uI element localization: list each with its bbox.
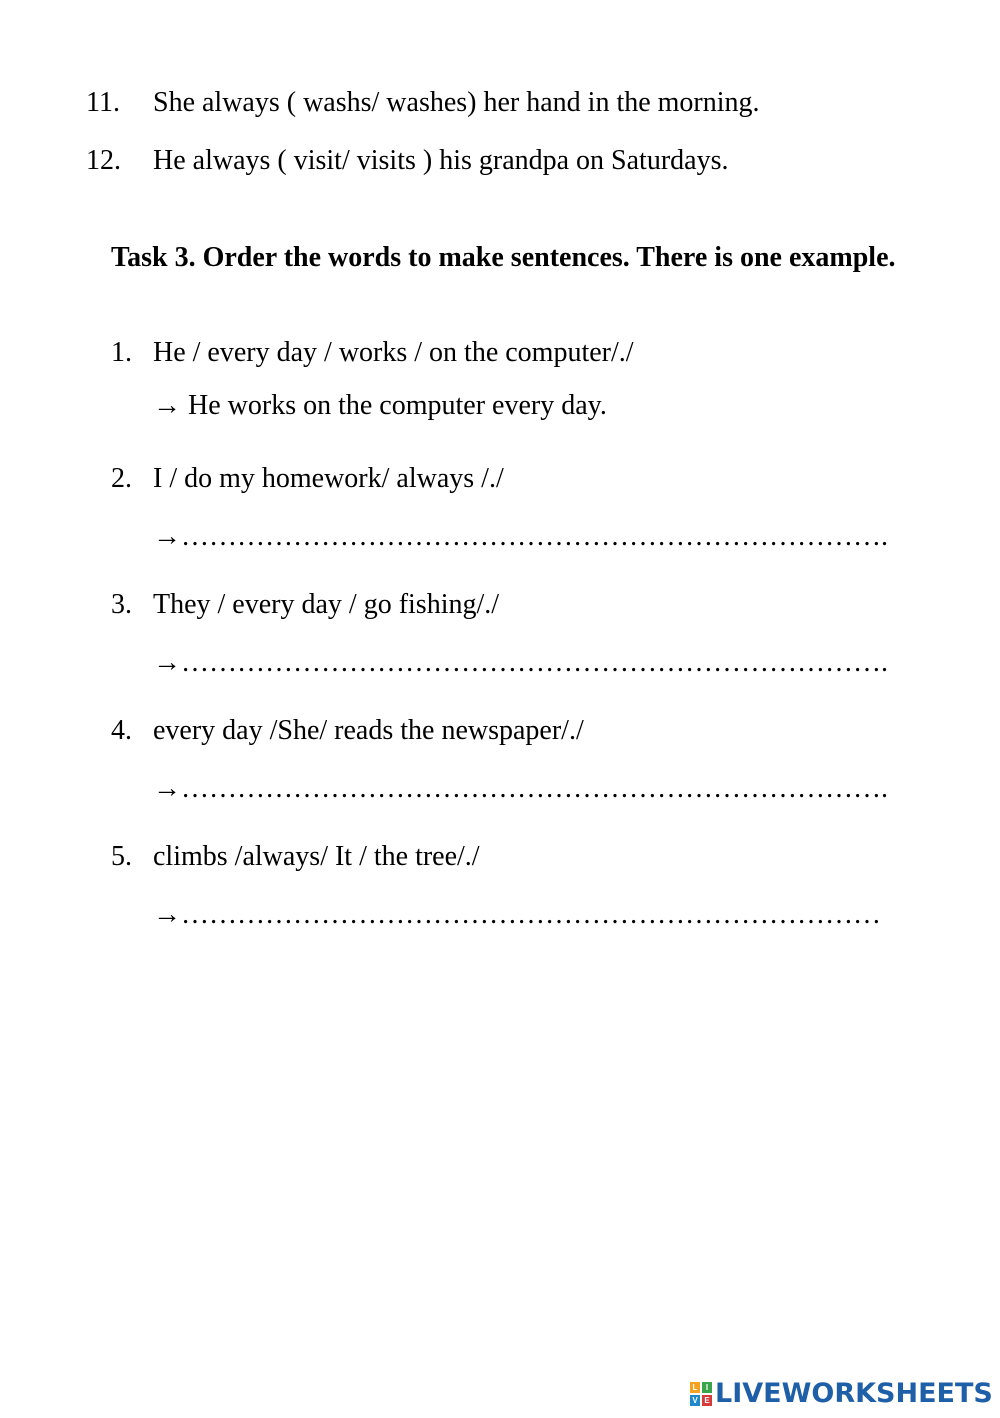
item-number: 3. — [111, 589, 132, 620]
logo-tiles-icon — [690, 1382, 712, 1406]
liveworksheets-logo — [690, 1377, 993, 1411]
item-sentence: She always ( washs/ washes) her hand in the morning. — [153, 87, 760, 118]
answer-blank[interactable]: →…………………………………………………………………. — [153, 773, 888, 804]
item-prompt: They / every day / go fishing/./ — [153, 589, 500, 620]
answer-blank[interactable]: →………………………………………………………………… — [153, 899, 881, 930]
item-number: 11. — [86, 87, 120, 118]
item-number: 4. — [111, 715, 132, 746]
logo-text: LIVEWORKSHEETS — [715, 1378, 993, 1409]
item-number: 2. — [111, 463, 132, 494]
example-answer: → He works on the computer every day. — [153, 390, 607, 421]
answer-blank[interactable]: →…………………………………………………………………. — [153, 647, 888, 678]
item-sentence: He always ( visit/ visits ) his grandpa on Saturdays. — [153, 145, 729, 176]
item-prompt: every day /She/ reads the newspaper/./ — [153, 715, 584, 746]
answer-blank[interactable]: →…………………………………………………………………. — [153, 521, 888, 552]
logo-tile: L — [690, 1382, 700, 1393]
item-number: 5. — [111, 841, 132, 872]
task-3-title: Task 3. Order the words to make sentences. There is one example. — [111, 242, 896, 273]
item-prompt: He / every day / works / on the computer/./ — [153, 337, 634, 368]
item-prompt: climbs /always/ It / the tree/./ — [153, 841, 480, 872]
item-number: 1. — [111, 337, 132, 368]
logo-tile: V — [690, 1395, 700, 1406]
logo-tile: E — [702, 1395, 712, 1406]
item-number: 12. — [86, 145, 121, 176]
item-prompt: I / do my homework/ always /./ — [153, 463, 504, 494]
logo-tile: I — [702, 1382, 712, 1393]
